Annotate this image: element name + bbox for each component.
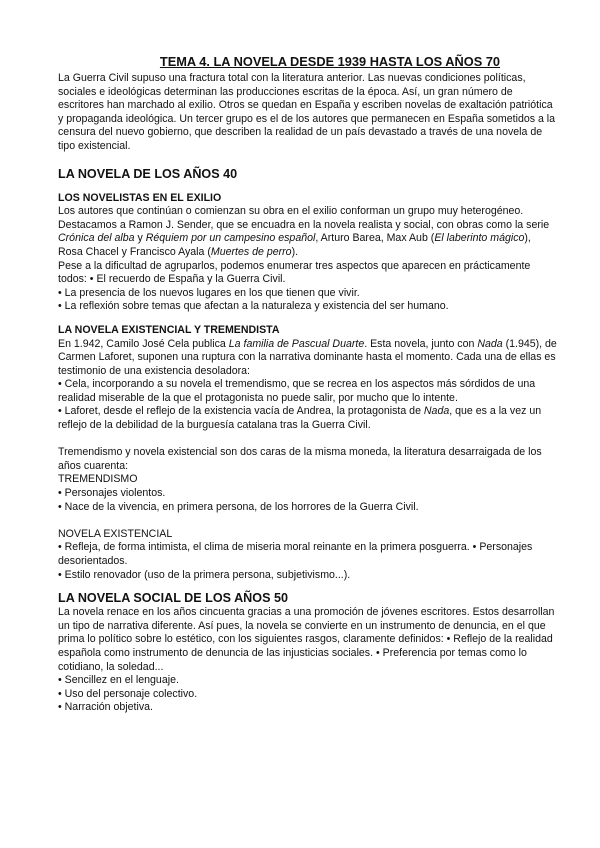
exilio-paragraph-2: Pese a la dificultad de agruparlos, podemos enumerar tres aspectos que aparecen en prácticamente todos: • El recuerdo de España y la Guerra Civil. <box>58 259 531 286</box>
tremendismo-label: TREMENDISMO <box>58 473 138 486</box>
social-bullet-3: • Narración objetiva. <box>58 701 153 714</box>
blank-line <box>58 433 558 447</box>
novela-existencial-label: NOVELA EXISTENCIAL <box>58 527 173 540</box>
novela-existencial-bullet-1: • Refleja, de forma intimista, el clima de miseria moral reinante en la primera posguerra. • Personajes desorientados. <box>58 541 533 567</box>
existencial-bullet-1: • Cela, incorporando a su novela el tremendismo, que se recrea en los aspectos más sórdidos de una realidad miserable de la que el protagonista no puede salir, por mucho que lo intente. <box>58 378 536 404</box>
exilio-bullet-2: • La reflexión sobre temas que afectan a la naturaleza y existencia del ser humano. <box>58 300 449 313</box>
novela-existencial-bullet-2: • Estilo renovador (uso de la primera persona, subjetivismo...). <box>58 568 351 581</box>
existencial-bullet-2: • Laforet, desde el reflejo de la existencia vacía de Andrea, la protagonista de Nada, que es a la vez un reflejo de la debilidad de la burguesía catalana tras la Guerra Civil. <box>58 405 542 432</box>
tremendismo-bullet-2: • Nace de la vivencia, en primera persona, de los horrores de la Guerra Civil. <box>58 500 419 513</box>
blank-line <box>58 514 558 528</box>
tremendismo-bullet-1: • Personajes violentos. <box>58 487 166 500</box>
subheading-exilio: LOS NOVELISTAS EN EL EXILIO <box>58 191 222 204</box>
social-paragraph-1: La novela renace en los años cincuenta gracias a una promoción de jóvenes escritores. Estos desarrollan un tipo de narrativa diferente. Así pues, la novela se convierte en un instrumento de denuncia, en el que prima lo político sobre lo estético, con los siguientes rasgos, claramente definidos: • Reflejo de la realidad española como instrumento de denuncia de las injusticias sociales. • Preferencia por temas como lo cotidiano, la soledad... <box>58 606 555 673</box>
section-heading-40s: LA NOVELA DE LOS AÑOS 40 <box>58 166 238 181</box>
existencial-paragraph-1: En 1.942, Camilo José Cela publica La familia de Pascual Duarte. Esta novela, junto con Nada (1.945), de Carmen Laforet, suponen una ruptura con la narrativa dominante hasta el momento. Cada una de ellas es testimonio de una existencia desoladora: <box>58 337 557 377</box>
social-bullet-2: • Uso del personaje colectivo. <box>58 687 198 700</box>
social-bullet-1: • Sencillez en el lenguaje. <box>58 674 179 687</box>
subheading-existencial: LA NOVELA EXISTENCIAL Y TREMENDISTA <box>58 323 280 336</box>
document-title: TEMA 4. LA NOVELA DESDE 1939 HASTA LOS AÑOS 70 <box>159 54 501 69</box>
intro-paragraph: La Guerra Civil supuso una fractura total con la literatura anterior. Las nuevas condiciones políticas, sociales e ideológicas determinan las producciones escritas de la época. Así, un gran número de escritores han marchado al exilio. Otros se quedan en España y escriben novelas de exaltación patriótica y propaganda ideológica. Un tercer grupo es el de los autores que permanecen en España sometidos a la censura del nuevo gobierno, que describen la realidad de un país devastado a través de una novela de tipo existencial. <box>58 72 556 152</box>
section-heading-50s: LA NOVELA SOCIAL DE LOS AÑOS 50 <box>58 591 288 606</box>
exilio-paragraph-1: Los autores que continúan o comienzan su obra en el exilio conforman un grupo muy heterogéneo. Destacamos a Ramon J. Sender, que se encuadra en la novela realista y social, con obras como la serie Crónica del alba y Réquiem por un campesino español, Arturo Barea, Max Aub (El laberinto mágico), Rosa Chacel y Francisco Ayala (Muertes de perro). <box>58 205 550 258</box>
document-body <box>58 54 558 715</box>
existencial-paragraph-2: Tremendismo y novela existencial son dos caras de la misma moneda, la literatura desarraigada de los años cuarenta: <box>58 446 542 472</box>
exilio-bullet-1: • La presencia de los nuevos lugares en los que tienen que vivir. <box>58 286 360 299</box>
